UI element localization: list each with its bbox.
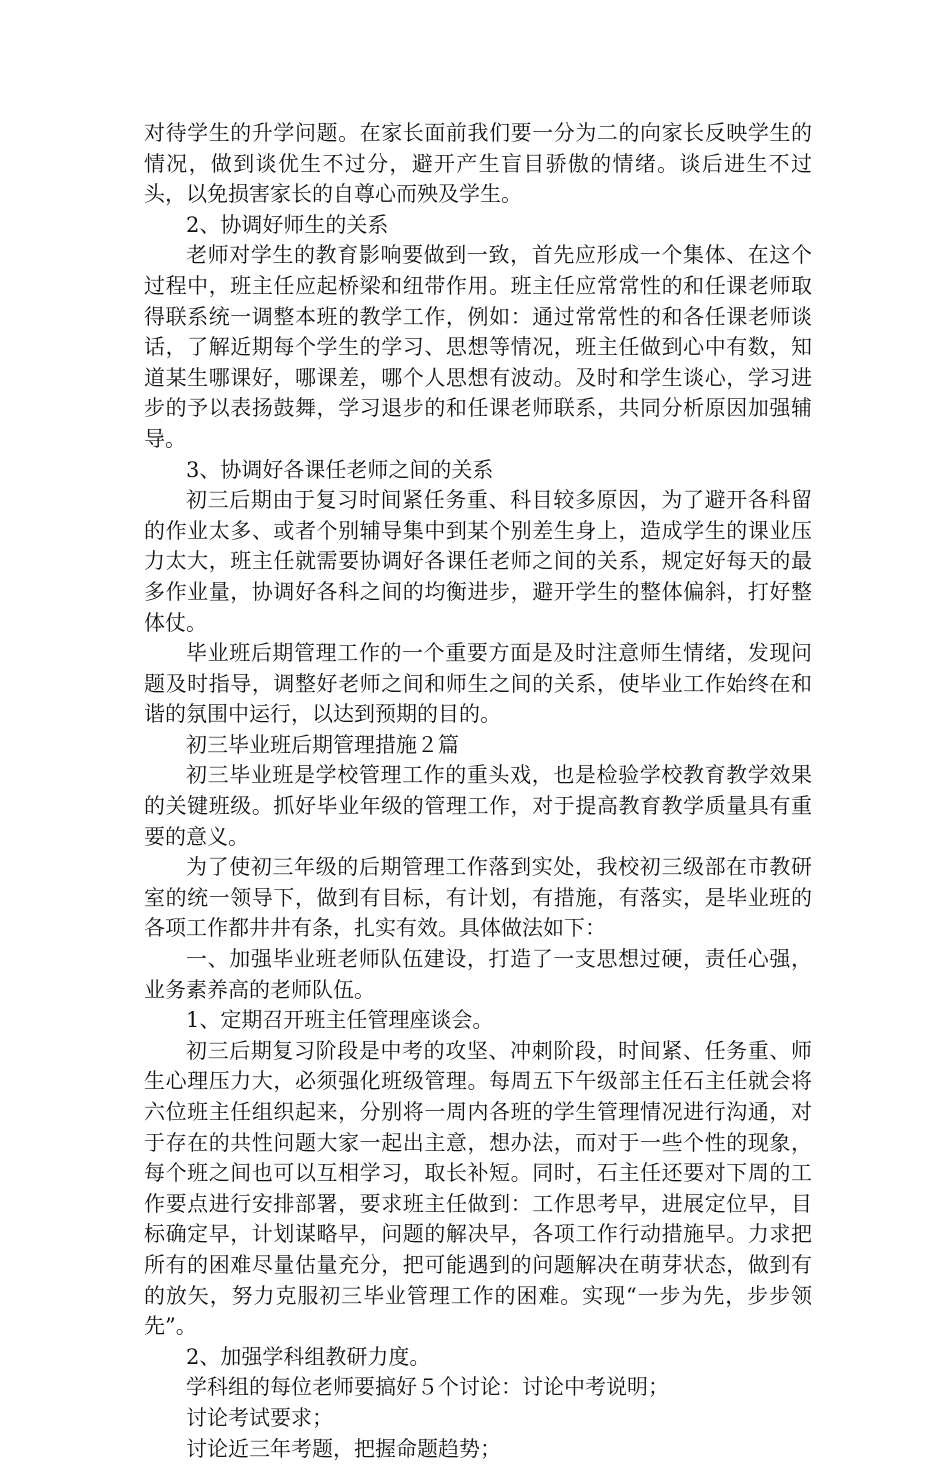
paragraph: 学科组的每位老师要搞好５个讨论：讨论中考说明； (186, 1375, 669, 1400)
section-heading: 2、协调好师生的关系 (186, 212, 389, 237)
article-title: 初三毕业班后期管理措施２篇 (186, 732, 459, 757)
section-heading: 1、定期召开班主任管理座谈会。 (186, 1008, 494, 1033)
paragraph: 初三后期由于复习时间紧任务重、科目较多原因，为了避开各科留的作业太多、或者个别辅导集中到某个别差生身上，造成学生的课业压力太大，班主任就需要协调好各课任老师之间的关系，规定好每天的最多作业量，协调好各科之间的均衡进步，避开学生的整体偏斜，打好整体仗。 (144, 488, 812, 635)
paragraph: 初三后期复习阶段是中考的攻坚、冲刺阶段，时间紧、任务重、师生心理压力大，必须强化班级管理。每周五下午级部主任石主任就会将六位班主任组织起来，分别将一周内各班的学生管理情况进行沟通，对于存在的共性问题大家一起出主意，想办法，而对于一些个性的现象，每个班之间也可以互相学习，取长补短。同时，石主任还要对下周的工作要点进行安排部署，要求班主任做到：工作思考早，进展定位早，目标确定早，计划谋略早，问题的解决早，各项工作行动措施早。力求把所有的困难尽量估量充分，把可能遇到的问题解决在萌芽状态，做到有的放矢，努力克服初三毕业管理工作的困难。实现“一步为先，步步领先”。 (144, 1038, 812, 1339)
document-body (144, 118, 812, 1464)
section-heading: 一、加强毕业班老师队伍建设，打造了一支思想过硬，责任心强，业务素养高的老师队伍。 (144, 947, 812, 1002)
paragraph: 毕业班后期管理工作的一个重要方面是及时注意师生情绪，发现问题及时指导，调整好老师之间和师生之间的关系，使毕业工作始终在和谐的氛围中运行，以达到预期的目的。 (144, 641, 812, 727)
paragraph: 讨论近三年考题，把握命题趋势； (186, 1436, 501, 1461)
paragraph: 对待学生的升学问题。在家长面前我们要一分为二的向家长反映学生的情况，做到谈优生不过分，避开产生盲目骄傲的情绪。谈后进生不过头，以免损害家长的自尊心而殃及学生。 (144, 121, 812, 207)
paragraph: 讨论考试要求； (186, 1405, 333, 1430)
paragraph: 初三毕业班是学校管理工作的重头戏，也是检验学校教育教学效果的关键班级。抓好毕业年级的管理工作，对于提高教育教学质量具有重要的意义。 (144, 763, 812, 849)
section-heading: 3、协调好各课任老师之间的关系 (186, 457, 494, 482)
section-heading: 2、加强学科组教研力度。 (186, 1344, 431, 1369)
paragraph: 为了使初三年级的后期管理工作落到实处，我校初三级部在市教研室的统一领导下，做到有目标，有计划，有措施，有落实，是毕业班的各项工作都井井有条，扎实有效。具体做法如下： (144, 855, 812, 941)
paragraph: 老师对学生的教育影响要做到一致，首先应形成一个集体、在这个过程中，班主任应起桥梁和纽带作用。班主任应常常性的和任课老师取得联系统一调整本班的教学工作，例如：通过常常性的和各任课老师谈话，了解近期每个学生的学习、思想等情况，班主任做到心中有数，知道某生哪课好，哪课差，哪个人思想有波动。及时和学生谈心，学习进步的予以表扬鼓舞，学习退步的和任课老师联系，共同分析原因加强辅导。 (144, 243, 812, 451)
